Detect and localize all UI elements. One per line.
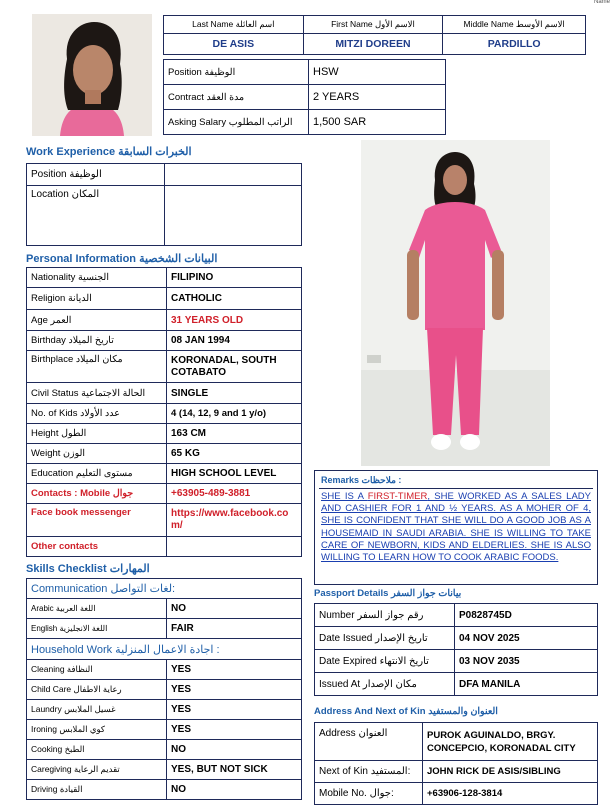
facebook-label: Face book messenger: [27, 504, 167, 537]
passport-issued-at-label: Issued At مكان الإصدار: [315, 673, 455, 696]
laundry-label: Laundry غسيل الملابس: [27, 700, 167, 720]
skills-title: Skills Checklist المهارات: [26, 563, 150, 575]
nationality-label: Nationality الجنسية: [27, 268, 167, 288]
height-label: Height الطول: [27, 424, 167, 444]
passport-number-value: P0828745D: [455, 604, 598, 627]
passport-expired-label: Date Expired تاريخ الانتهاء: [315, 650, 455, 673]
weight-value: 65 KG: [167, 444, 302, 464]
remarks-text-post: , SHE WORKED AS A SALES LADY AND CASHIER FOR 1 AND ½ YEARS. AS A MOHER OF 4, SHE IS CONFIDENT THAT SHE WILL DO A GOOD JOB AS A HOUSEMAID IN SAUDI ARABIA. SHE IS WILLING TO TAKE CARE OF NEWBORN, KIDS AND ELDERLIES. SHE IS ALSO WILLING TO LEARN HOW TO COOK ARABIC FOODS.: [321, 491, 591, 564]
work-position-label: Position الوظيفة: [27, 164, 165, 186]
kin-value: JOHN RICK DE ASIS/SIBLING: [423, 761, 598, 783]
work-position-value: [165, 164, 302, 186]
birthday-label: Birthday تاريخ الميلاد: [27, 331, 167, 351]
age-label: Age العمر: [27, 310, 167, 331]
middle-name-label: Middle Name الاسم الأوسط: [443, 16, 586, 34]
cooking-label: Cooking الطبخ: [27, 740, 167, 760]
religion-label: Religion الديانة: [27, 288, 167, 310]
weight-label: Weight الوزن: [27, 444, 167, 464]
address-label: Address العنوان: [315, 723, 423, 761]
civil-status-value: SINGLE: [167, 383, 302, 404]
kids-label: No. of Kids عدد الأولاد: [27, 404, 167, 424]
other-contacts-label: Other contacts: [27, 537, 167, 557]
education-label: Education مستوى التعليم: [27, 464, 167, 484]
passport-issued-value: 04 NOV 2025: [455, 627, 598, 650]
kids-value: 4 (14, 12, 9 and 1 y/o): [167, 404, 302, 424]
passport-issued-label: Date Issued تاريخ الإصدار: [315, 627, 455, 650]
cleaning-label: Cleaning النظافة: [27, 660, 167, 680]
remarks-highlight: FIRST-TIMER: [367, 491, 428, 502]
mobile-contact-value: +63905-489-3881: [167, 484, 302, 504]
english-label: English اللغة الانجليزية: [27, 619, 167, 639]
communication-title: Communication لغات التواصل:: [27, 579, 302, 599]
religion-value: CATHOLIC: [167, 288, 302, 310]
birthday-value: 08 JAN 1994: [167, 331, 302, 351]
names-table: [163, 15, 586, 55]
first-name-value: MITZI DOREEN: [303, 34, 443, 55]
civil-status-label: Civil Status الحالة الاجتماعية: [27, 383, 167, 404]
work-experience-title: Work Experience الخبرات السابقة: [26, 146, 192, 158]
education-value: HIGH SCHOOL LEVEL: [167, 464, 302, 484]
remarks-text-pre: SHE IS A: [321, 491, 368, 502]
last-name-label: Last Name اسم العائلة: [164, 16, 304, 34]
address-value: PUROK AGUINALDO, BRGY. CONCEPCIO, KORONADAL CITY: [423, 723, 598, 761]
salary-value: 1,500 SAR: [309, 110, 446, 135]
arabic-label: Arabic اللغة العربية: [27, 599, 167, 619]
work-location-label: Location المكان: [27, 186, 165, 246]
headshot-photo: [32, 14, 152, 136]
job-table: [163, 59, 446, 135]
passport-issued-at-value: DFA MANILA: [455, 673, 598, 696]
caregiving-label: Caregiving تقديم الرعاية: [27, 760, 167, 780]
position-label: Position الوظيفة: [164, 60, 309, 85]
header-strip: Name: [593, 0, 610, 4]
contract-value: 2 YEARS: [309, 85, 446, 110]
full-body-photo: [361, 140, 550, 466]
position-value: HSW: [309, 60, 446, 85]
passport-number-label: Number رقم جواز السفر: [315, 604, 455, 627]
kin-label: Next of Kin المستفيد:: [315, 761, 423, 783]
contract-label: Contract مدة العقد: [164, 85, 309, 110]
cleaning-value: YES: [167, 660, 302, 680]
middle-name-value: PARDILLO: [443, 34, 586, 55]
address-title: Address And Next of Kin العنوان والمستفيد: [314, 706, 498, 717]
personal-info-table: [26, 267, 302, 557]
height-value: 163 CM: [167, 424, 302, 444]
facebook-link[interactable]: https://www.facebook.com/: [167, 504, 302, 537]
personal-info-title: Personal Information البيانات الشخصية: [26, 253, 218, 265]
childcare-value: YES: [167, 680, 302, 700]
work-experience-table: [26, 163, 302, 246]
remarks-title: Remarks ملاحظات :: [321, 475, 402, 485]
address-table: [314, 722, 598, 805]
laundry-value: YES: [167, 700, 302, 720]
mobile-contact-label: Contacts : Mobile جوال: [27, 484, 167, 504]
salary-label: Asking Salary الراتب المطلوب: [164, 110, 309, 135]
birthplace-value: KORONADAL, SOUTH COTABATO: [167, 351, 302, 383]
passport-table: [314, 603, 598, 696]
arabic-value: NO: [167, 599, 302, 619]
household-title: Household Work اجادة الاعمال المنزلية :: [27, 639, 302, 660]
english-value: FAIR: [167, 619, 302, 639]
passport-expired-value: 03 NOV 2035: [455, 650, 598, 673]
childcare-label: Child Care رعاية الاطفال: [27, 680, 167, 700]
skills-table: [26, 578, 302, 800]
other-contacts-value: [167, 537, 302, 557]
driving-value: NO: [167, 780, 302, 800]
birthplace-label: Birthplace مكان الميلاد: [27, 351, 167, 383]
work-location-value: [165, 186, 302, 246]
ironing-value: YES: [167, 720, 302, 740]
passport-title: Passport Details بيانات جواز السفر: [314, 588, 462, 599]
cooking-value: NO: [167, 740, 302, 760]
kin-mobile-value: +63906-128-3814: [423, 783, 598, 805]
last-name-value: DE ASIS: [164, 34, 304, 55]
driving-label: Driving القيادة: [27, 780, 167, 800]
remarks-text: [315, 489, 597, 566]
first-name-label: First Name الاسم الأول: [303, 16, 443, 34]
kin-mobile-label: Mobile No. جوال:: [315, 783, 423, 805]
age-value: 31 YEARS OLD: [167, 310, 302, 331]
caregiving-value: YES, BUT NOT SICK: [167, 760, 302, 780]
nationality-value: FILIPINO: [167, 268, 302, 288]
remarks-box: [314, 470, 598, 585]
ironing-label: Ironing كوي الملابس: [27, 720, 167, 740]
